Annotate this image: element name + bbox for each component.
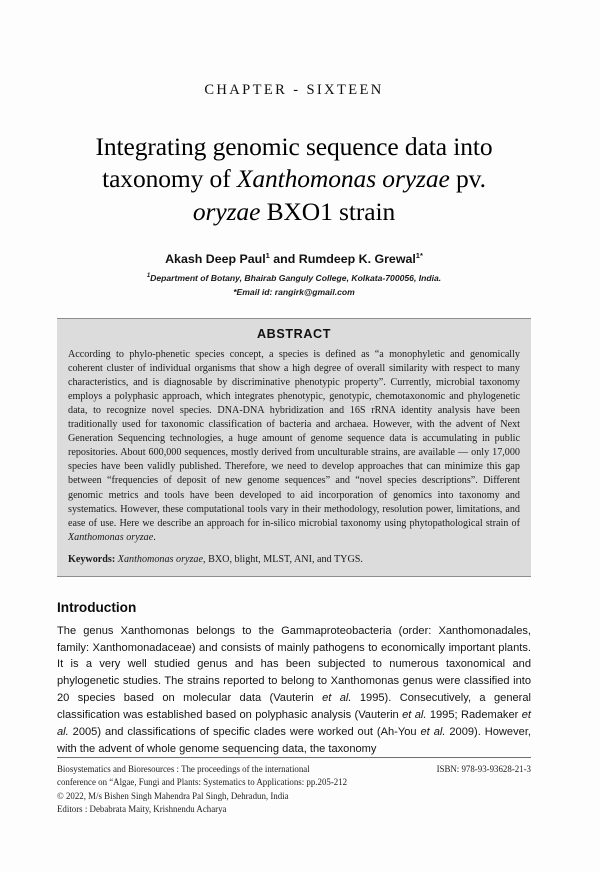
title-line-3-species: oryzae	[192, 196, 261, 226]
author-list	[57, 251, 531, 266]
abstract-section	[57, 318, 531, 577]
title-line-2-suffix: pv.	[449, 164, 486, 194]
title-line-2-prefix: taxonomy of	[102, 164, 237, 194]
intro-text-part-3: 1995; Rademaker	[426, 709, 522, 722]
introduction-heading: Introduction	[57, 599, 137, 615]
intro-text-part-2: 1995). Consecutively, a general classification was established based on polyphasic analysis (Vauterin	[57, 692, 531, 722]
citation-etal-1: et al.	[322, 692, 352, 705]
title-line-3	[65, 196, 523, 228]
author-one-affiliation-marker: 1	[265, 251, 270, 261]
introduction-paragraph	[57, 623, 531, 758]
affiliation-line	[57, 272, 531, 285]
title-line-1	[65, 131, 523, 163]
affiliation-text: Department of Botany, Bhairab Ganguly College, Kolkata-700056, India.	[150, 273, 442, 284]
affiliation-marker: 1	[146, 273, 151, 280]
isbn-text: ISBN: 978-93-93628-21-3	[436, 764, 531, 774]
citation-etal-4: et al.	[420, 725, 446, 738]
abstract-paragraph	[68, 348, 520, 545]
keywords-species: Xanthomonas oryzae	[115, 553, 203, 565]
abstract-heading: ABSTRACT	[256, 326, 332, 341]
footer-text-block	[57, 763, 531, 816]
abstract-text-part-2: .	[153, 531, 156, 543]
keywords-line	[68, 554, 520, 565]
footer-line-1: Biosystematics and Bioresources : The proceedings of the international	[57, 764, 310, 774]
keywords-label: Keywords:	[68, 553, 116, 565]
intro-text-part-4: 2005) and classifications of specific clades were worked out (Ah-You	[68, 725, 421, 738]
title-line-3-suffix: BXO1 strain	[260, 196, 396, 226]
author-two-affiliation-marker: 1*	[415, 251, 423, 261]
author-one: Akash Deep Paul	[165, 252, 266, 267]
title-line-2-species: Xanthomonas oryzae	[236, 164, 450, 194]
intro-text-part-5: 2009). However, with the advent of whole genome sequencing data, the taxonomy	[57, 725, 531, 755]
footer-line-3: © 2022, M/s Bishen Singh Mahendra Pal Singh, Dehradun, India	[57, 790, 289, 801]
citation-etal-2: et al.	[402, 709, 427, 722]
abstract-text-part-1: According to phylo-phenetic species concept, a species is defined as “a monophyletic and genomically coherent cluster of individual organisms that show a high degree of overall similarity with respect to many characteristics, and is diagnosable by discriminative phenotypic property”. Currently, microbial taxonomy employs a polyphasic approach, which integrates phenotypic, genotypic, chemotaxonomic and phylogenetic data, to recognize novel species. DNA-DNA hybridization and 16S rRNA identity analysis have been traditionally used for taxonomic classification of bacteria and archaea. However, with the advent of Next Generation Sequencing technologies, a huge amount of genome sequence data is accumulating in public repositories. About 600,000 sequences, mostly derived from unculturable strains, are available — only 17,000 species have been validly published. Therefore, we need to develop approaches that can minimize this gap between “frequencies of deposit of new genome sequences” and “novel species descriptions”. Different genomic metrics and tools have been developed to aid incorporation of genomics into taxonomy and systematics. However, these computational tools vary in their methodology, resolution power, limitations, and ease of use. Here we describe an approach for in-silico microbial taxonomy using phytopathological strain of	[68, 348, 520, 529]
chapter-label: CHAPTER - SIXTEEN	[204, 82, 384, 98]
citation-etal-3: et al.	[57, 709, 531, 738]
author-conjunction: and Rumdeep K. Grewal	[269, 252, 416, 267]
title-line-2	[65, 163, 523, 195]
keywords-rest: , BXO, blight, MLST, ANI, and TYGS.	[203, 553, 363, 565]
title-line-1-text: Integrating genomic sequence data into	[95, 132, 493, 161]
affiliation-block	[57, 272, 531, 299]
abstract-species-name: Xanthomonas oryzae	[68, 531, 154, 543]
footer-line-2: conference on “Algae, Fungi and Plants: Systematics to Applications: pp.205-212	[57, 777, 348, 788]
footer-divider	[57, 757, 531, 758]
intro-text-part-1: The genus Xanthomonas belongs to the Gammaproteobacteria (order: Xanthomonadales, family: Xanthomonadaceae) and consists of mainly pathogens to economically important plants. It is a very well studied genus and has been subjected to numerous taxonomical and phylogenetic studies. The strains reported to belong to Xanthomonas genus were classified into 20 species based on molecular data (Vauterin	[57, 624, 531, 705]
page-title	[57, 131, 531, 228]
footer-line-4: Editors : Debabrata Maity, Krishnendu Acharya	[57, 804, 227, 815]
email-line: *Email id: rangirk@gmail.com	[233, 286, 355, 297]
page-content	[57, 0, 531, 872]
page-footer	[57, 757, 531, 816]
